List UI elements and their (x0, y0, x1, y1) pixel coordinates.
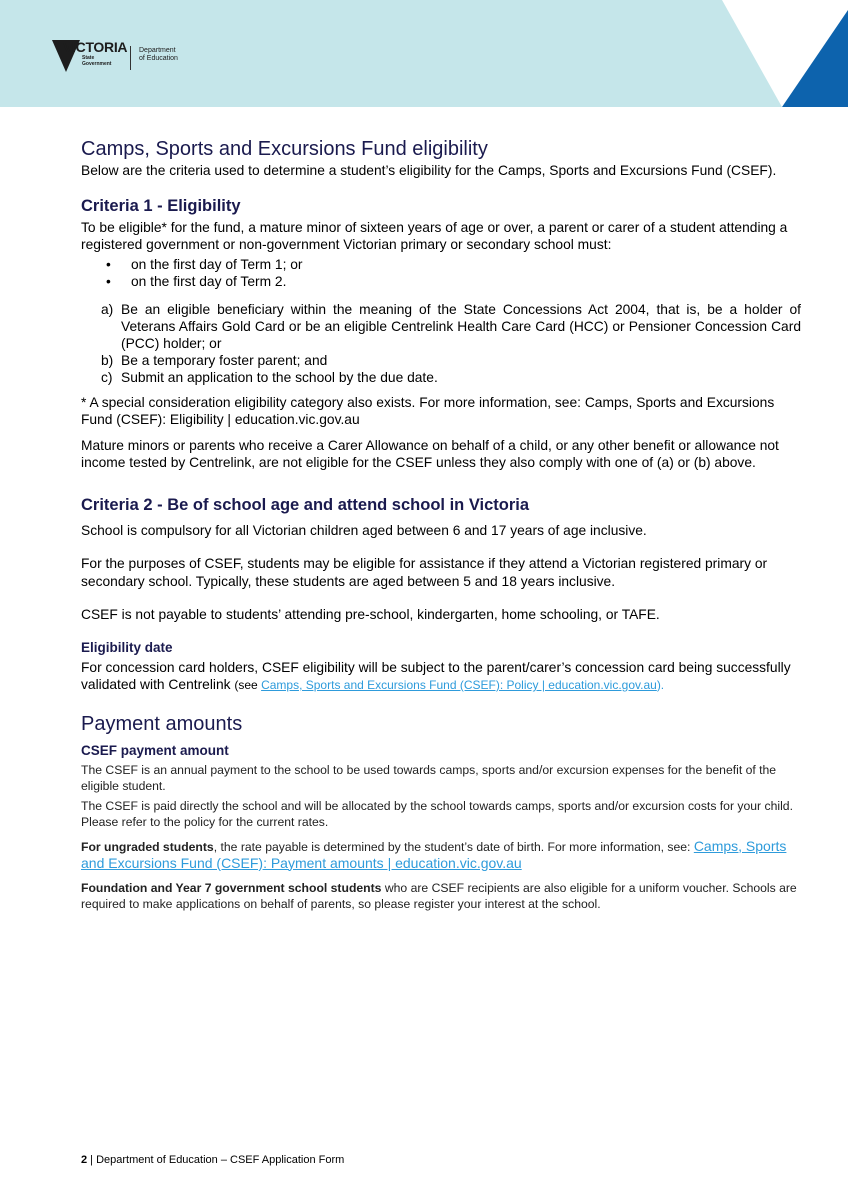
page-footer (81, 1154, 344, 1166)
page-number: 2 (81, 1154, 88, 1166)
ungraded-bold: For ungraded students (81, 839, 214, 854)
ungraded-body: , the rate payable is determined by the student’s date of birth. For more information, see: (213, 839, 694, 854)
special-consideration-note: * A special consideration eligibility category also exists. For more information, see: Camps, Sports and Excursions Fund (CSEF): Eligibility | education.vic.gov.au (81, 394, 775, 427)
eligibility-date-heading: Eligibility date (81, 639, 173, 655)
foundation-body: who are CSEF recipients are also eligible for a uniform voucher. Schools are required to make applications on behalf of parents, so please register your interest at the school. (81, 880, 797, 911)
list-item-text: Be a temporary foster parent; and (121, 352, 328, 368)
ungraded-students-text (81, 838, 801, 872)
criteria2-p2: For the purposes of CSEF, students may be eligible for assistance if they attend a Victorian registered primary or secondary school. Typically, these students are aged between 5 and 18 years inclusive. (81, 556, 768, 589)
logo-divider (130, 46, 131, 70)
criteria2-p3: CSEF is not payable to students’ attending pre-school, kindergarten, home schooling, or TAFE. (81, 607, 660, 622)
list-item: • on the first day of Term 2. (81, 273, 801, 291)
eligibility-date-text (81, 659, 801, 695)
brand-sub: State Government (82, 55, 112, 67)
payment-p1: The CSEF is an annual payment to the school to be used towards camps, sports and/or excursion expenses for the benefit of the eligible student. (81, 762, 777, 793)
list-marker: c) (101, 369, 113, 385)
page-title: Camps, Sports and Excursions Fund eligibility (81, 138, 488, 160)
foundation-students-text (81, 880, 801, 912)
payment-amounts-link[interactable]: Camps, Sports and Excursions Fund (CSEF): Payment amounts | education.vic.gov.au (81, 837, 787, 871)
foundation-bold: Foundation and Year 7 government school students (81, 880, 382, 895)
criteria1-conditions (81, 301, 801, 386)
criteria1-heading: Criteria 1 - Eligibility (81, 196, 241, 215)
list-item: • on the first day of Term 1; or (81, 256, 801, 274)
criteria2-heading: Criteria 2 - Be of school age and attend school in Victoria (81, 495, 530, 514)
criteria1-text: To be eligible* for the fund, a mature minor of sixteen years of age or over, a parent or carer of a student attending a registered government or non-government Victorian primary or secondary school must: (81, 219, 788, 252)
department-name: Department of Education (139, 47, 178, 62)
payment-title: Payment amounts (81, 712, 243, 735)
main-content (81, 136, 801, 912)
payment-p2: The CSEF is paid directly the school and will be allocated by the school towards camps, sports and/or excursion costs for your child. Please refer to the policy for the current rates. (81, 798, 793, 829)
list-item (81, 301, 801, 352)
footer-text: | Department of Education – CSEF Application Form (87, 1154, 345, 1166)
see-suffix: ). (656, 678, 665, 692)
list-item-text: Be an eligible beneficiary within the meaning of the State Concessions Act 2004, that is, be a holder of Veterans Affairs Gold Card or be an eligible Centrelink Health Care Card (HCC) or Pensioner Concession Card (PCC) holder; or (121, 301, 801, 351)
intro-text: Below are the criteria used to determine a student’s eligibility for the Camps, Sports and Excursions Fund (CSEF). (81, 163, 777, 178)
policy-link[interactable]: Camps, Sports and Excursions Fund (CSEF): Policy | education.vic.gov.au (261, 678, 657, 692)
list-item (81, 369, 801, 386)
eligibility-date-body: For concession card holders, CSEF eligibility will be subject to the parent/carer’s concession card being successfully validated with Centrelink (81, 659, 791, 692)
term-list (81, 256, 801, 291)
brand-word: VICTORIA (63, 39, 128, 55)
mature-minors-text: Mature minors or parents who receive a Carer Allowance on behalf of a child, or any other benefit or allowance not income tested by Centrelink, are not eligible for the CSEF unless they also comply with one of (a) or (b) above. (81, 437, 779, 470)
see-prefix: (see (234, 678, 262, 692)
list-item (81, 352, 801, 369)
victoria-government-logo (50, 38, 200, 74)
payment-subheading: CSEF payment amount (81, 742, 229, 758)
list-item-text: Submit an application to the school by the due date. (121, 369, 438, 385)
list-marker: a) (101, 301, 114, 317)
criteria2-p1: School is compulsory for all Victorian children aged between 6 and 17 years of age inclusive. (81, 522, 647, 538)
list-marker: b) (101, 352, 114, 368)
